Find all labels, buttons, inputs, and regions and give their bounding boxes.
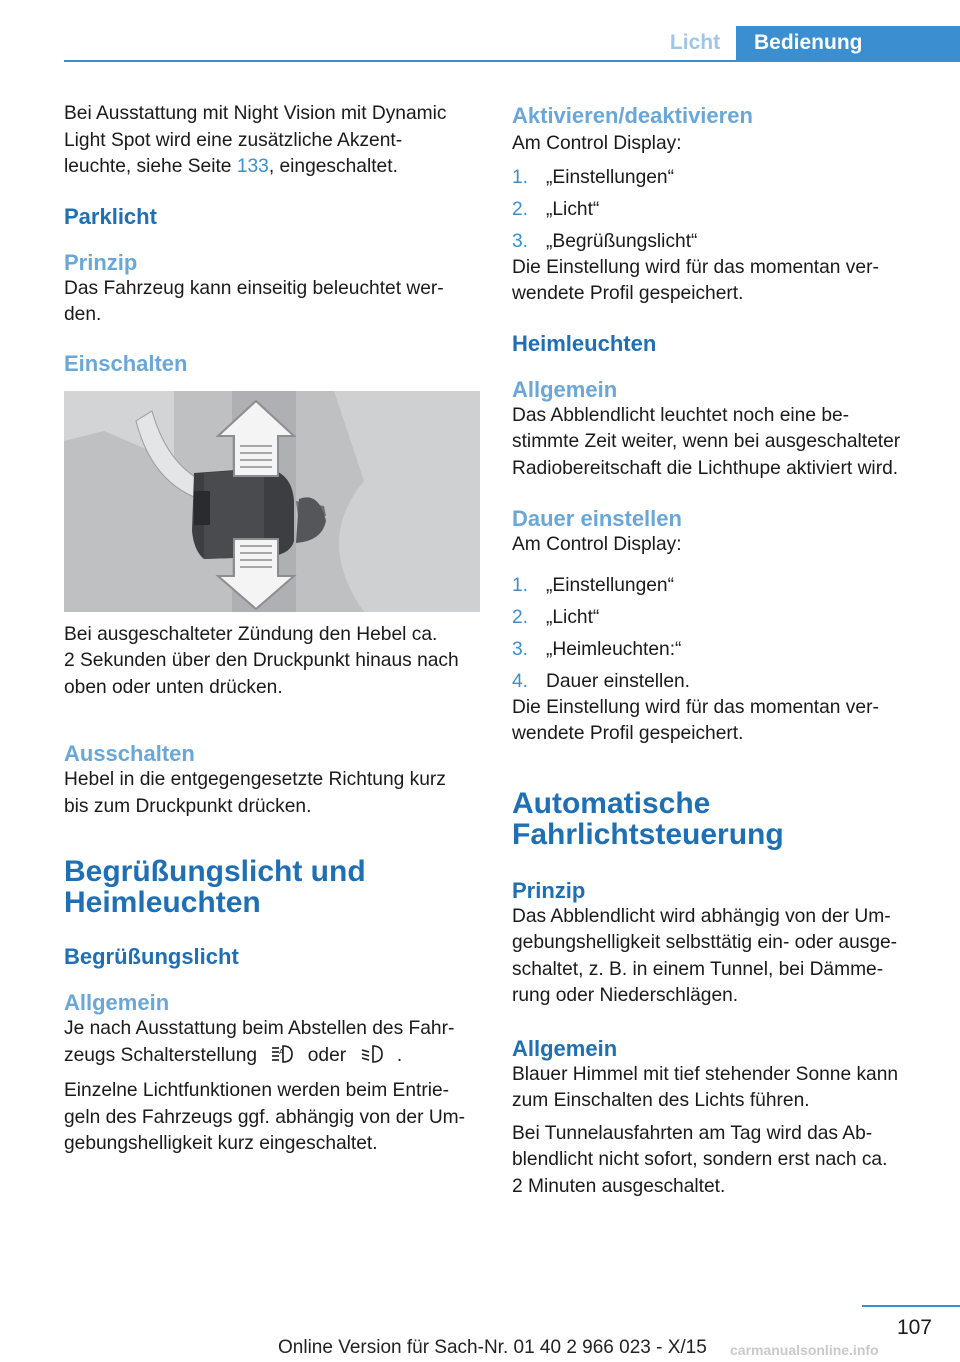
text-line: geln des Fahrzeugs ggf. abhängig von der Um‐ — [64, 1106, 466, 1128]
text-line: gebungshelligkeit selbsttätig ein- oder ausge‐ — [512, 932, 898, 953]
heading-allgemein-2: Allgemein — [512, 1035, 618, 1061]
heading-prinzip: Prinzip — [64, 249, 138, 275]
heading-line: Begrüßungslicht und — [64, 855, 366, 888]
heading-begruessungslicht: Begrüßungslicht — [64, 944, 239, 969]
online-version-note: Online Version für Sach-Nr. 01 40 2 966 023 - X/15 — [278, 1337, 707, 1358]
text-line: wendete Profil gespeichert. — [512, 723, 744, 744]
text-line: Bei ausgeschalteter Zündung den Hebel ca. — [64, 623, 438, 645]
text-line: Einzelne Lichtfunktionen werden beim Entrie‐ — [64, 1080, 450, 1101]
list-number: 1. — [512, 574, 529, 596]
text-line: 2 Minuten ausgeschaltet. — [512, 1175, 726, 1197]
header-rule — [64, 60, 960, 62]
heading-einschalten: Einschalten — [64, 350, 188, 376]
header-tab-licht: Licht — [669, 31, 721, 54]
list-text: „Einstellungen“ — [546, 574, 674, 596]
text-line: schaltet, z. B. in einem Tunnel, bei Dämme‐ — [512, 958, 884, 980]
list-text: „Begrüßungslicht“ — [546, 230, 698, 252]
heading-line: Fahrlichtsteuerung — [512, 817, 784, 851]
list-number: 1. — [512, 166, 529, 188]
list-number: 2. — [512, 606, 529, 628]
blauer-himmel-paragraph — [512, 1062, 932, 1115]
text-line: zeugs Schalterstellung — [64, 1044, 258, 1066]
heading-prinzip: Prinzip — [512, 877, 586, 903]
list-item — [512, 165, 932, 197]
list-item — [512, 637, 932, 669]
heading-parklicht: Parklicht — [64, 203, 157, 229]
list-number: 4. — [512, 670, 529, 692]
text-line: bis zum Druckpunkt drücken. — [64, 795, 312, 817]
list-text: „Einstellungen“ — [546, 166, 674, 188]
text-line: Die Einstellung wird für das momentan ver‐ — [512, 696, 879, 718]
einzeln-paragraph — [64, 1078, 482, 1158]
heimleuchten-paragraph — [512, 403, 932, 483]
text-line: Das Abblendlicht wird abhängig von der Um‐ — [512, 905, 891, 927]
svg-text:A: A — [279, 1048, 285, 1056]
right-column — [512, 101, 932, 1200]
list-item — [512, 229, 932, 255]
lever-illustration — [64, 391, 480, 612]
text-line: Radiobereitschaft die Lichthupe aktiviert wird. — [512, 457, 899, 479]
heading-heimleuchten: Heimleuchten — [512, 330, 657, 356]
page-number: 107 — [896, 1316, 932, 1339]
list-text: „Licht“ — [546, 606, 600, 628]
list-text: Dauer einstellen. — [546, 670, 690, 692]
text-line: rung oder Niederschlägen. — [512, 985, 739, 1006]
text-line: gebungshelligkeit kurz eingeschaltet. — [64, 1133, 378, 1154]
text-line: wendete Profil gespeichert. — [512, 283, 744, 304]
ausschalten-paragraph — [64, 767, 482, 820]
text-line: Je nach Ausstattung beim Abstellen des Fahr‐ — [64, 1018, 455, 1039]
list-text: „Licht“ — [546, 198, 600, 220]
text-line: Das Abblendlicht leuchtet noch eine be‐ — [512, 404, 850, 426]
intro-line: Bei Ausstattung mit Night Vision mit Dynamic — [64, 103, 447, 124]
text-line: Bei Tunnelausfahrten am Tag wird das Ab‐ — [512, 1122, 873, 1144]
text-line: Hebel in die entgegengesetzte Richtung kurz — [64, 769, 446, 790]
low-beam-icon — [360, 1044, 384, 1073]
heading-dauer-einstellen: Dauer einstellen — [512, 506, 682, 531]
footer-rule — [862, 1305, 960, 1307]
text-line: zum Einschalten des Lichts führen. — [512, 1090, 810, 1111]
text-line: den. — [64, 304, 102, 325]
page-link[interactable]: 133 — [236, 156, 269, 177]
heading-allgemein: Allgemein — [64, 990, 170, 1015]
watermark: carmanualsonline.info — [730, 1342, 879, 1358]
text-line: 2 Sekunden über den Druckpunkt hinaus nach — [64, 650, 459, 671]
heading-allgemein: Allgemein — [512, 376, 618, 402]
tunnel-paragraph — [512, 1121, 932, 1201]
text-line: oder — [307, 1044, 347, 1066]
text-line: Die Einstellung wird für das momentan ver‐ — [512, 256, 879, 278]
left-column — [64, 101, 482, 1158]
list-item — [512, 605, 932, 637]
list-dauer — [512, 573, 932, 695]
intro-paragraph — [64, 101, 482, 181]
text-line: stimmte Zeit weiter, wenn bei ausgeschalteter — [512, 431, 901, 452]
prinzip-paragraph — [512, 904, 932, 1010]
intro-line: Light Spot wird eine zusätzliche Akzent‐ — [64, 129, 403, 151]
list-aktivieren — [512, 165, 932, 255]
text-line: . — [396, 1044, 403, 1066]
einstellung-paragraph — [512, 255, 932, 308]
heading-line: Heimleuchten — [64, 886, 261, 919]
list-number: 3. — [512, 230, 529, 252]
einstellung-paragraph-2 — [512, 695, 932, 748]
control-display-label: Am Control Display: — [512, 534, 682, 555]
auto-headlight-icon — [270, 1044, 294, 1073]
list-number: 3. — [512, 638, 529, 660]
heading-aktivieren: Aktivieren/deaktivieren — [512, 103, 753, 128]
allgemein-paragraph — [64, 1016, 482, 1072]
heading-ausschalten: Ausschalten — [64, 741, 195, 766]
intro-line: leuchte, siehe Seite — [64, 156, 237, 177]
list-item — [512, 669, 932, 695]
text-line: oben oder unten drücken. — [64, 676, 283, 698]
text-line: blendlicht nicht sofort, sondern erst nach ca. — [512, 1149, 888, 1170]
lever-drawing — [64, 391, 480, 612]
list-number: 2. — [512, 198, 529, 220]
intro-line: , eingeschaltet. — [268, 156, 398, 177]
heading-line: Automatische — [512, 786, 711, 820]
control-display-label: Am Control Display: — [512, 133, 682, 154]
header-tab-bedienung: Bedienung — [736, 26, 960, 62]
list-item — [512, 573, 932, 605]
prinzip-paragraph — [64, 276, 482, 329]
text-line: Blauer Himmel mit tief stehender Sonne kann — [512, 1063, 899, 1085]
heading-begruessungslicht-heimleuchten — [64, 856, 482, 918]
einschalten-paragraph — [64, 622, 482, 702]
list-item — [512, 197, 932, 229]
heading-automatische-fahrlichtsteuerung — [512, 788, 932, 850]
list-text: „Heimleuchten:“ — [546, 638, 682, 660]
text-line: Das Fahrzeug kann einseitig beleuchtet wer‐ — [64, 277, 444, 299]
